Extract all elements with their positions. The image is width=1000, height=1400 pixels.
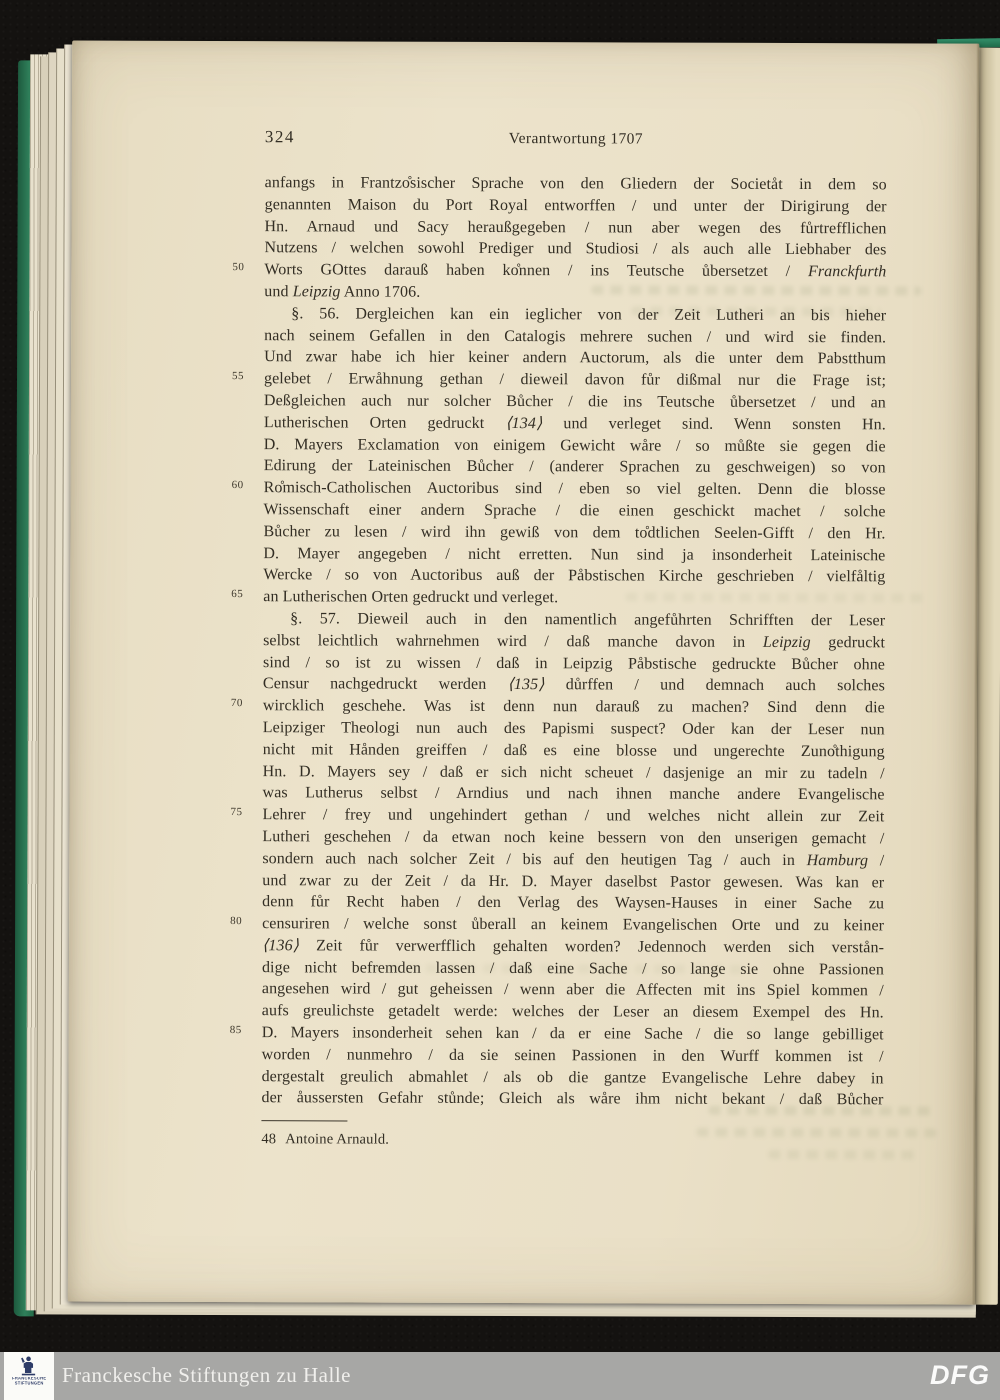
body-text: Hn. Arnaud und Sacy heraußgegeben / nun aber wegen des fůrtrefflichen xyxy=(264,217,887,237)
body-text: Und zwar habe ich hier keiner andern Auctorum, als die unter dem Pabstthum xyxy=(264,348,887,368)
body-line xyxy=(262,1044,884,1068)
body-text: Lutheri geschehen / da etwan noch keine bessern von den unserigen gemacht / xyxy=(262,828,885,848)
body-text: Lutherischen Orten gedruckt xyxy=(263,413,506,432)
body-text: wircklich geschehe. Was ist denn nun darauß zu machen? Sind denn die xyxy=(262,697,885,717)
body-line xyxy=(263,608,885,632)
body-text: Wissenschaft einer andern Sprache / die einen geschickt machet / solche xyxy=(263,501,886,521)
emphasized-text: Hamburg xyxy=(806,851,869,869)
body-line xyxy=(262,1000,884,1024)
footnote xyxy=(261,1131,389,1148)
body-text: důrffen / und demnach auch solches xyxy=(544,676,885,695)
body-text: genannten Maison du Port Royal entworffen / und unter der Dirigirung der xyxy=(264,195,887,216)
body-line xyxy=(264,281,886,305)
body-text: Censur nachgedruckt werden xyxy=(262,675,508,694)
logo-caption-line2: STIFTUNGEN xyxy=(14,1381,44,1386)
body-text: angesehen wird / gut geheissen / wenn aber die Affecten mit ins Spiel kommen / xyxy=(261,980,884,1000)
body-line xyxy=(262,979,884,1003)
body-line xyxy=(231,586,885,610)
logo-caption-line1: FRANCKESCHE xyxy=(11,1377,47,1382)
body-text: nicht mit Hånden greiffen / daß es eine blosse und ungerechte Zuno̊thigung xyxy=(262,740,885,761)
body-text: Nutzens / welchen sowohl Prediger und Studiosi / als auch alle Liebhaber des xyxy=(264,239,887,259)
footnote-number: 48 xyxy=(261,1131,277,1148)
emphasized-text: ⟨135⟩ xyxy=(507,676,545,694)
body-text: §. 57. Dieweil auch in den namentlich angefůhrten Schrifften der Leser xyxy=(290,610,886,630)
body-text: Ro̊misch-Catholischen Auctoribus sind / eben so viel gelten. Denn die blosse xyxy=(263,479,886,499)
body-text: Anno 1706. xyxy=(340,283,421,301)
body-line xyxy=(265,172,887,196)
institution-logo[interactable] xyxy=(4,1352,54,1400)
body-line xyxy=(232,368,887,392)
body-text: Bůcher zu lesen / wird ihn gewiß von dem to̊dtlichen Seelen-Gifft / den Hr. xyxy=(263,522,886,543)
body-text: dergestalt greulich abmahlet / als ob die gantze Evangelische Lehre dabey in xyxy=(261,1067,884,1088)
body-line xyxy=(262,957,884,981)
body-text: sondern auch nach solcher Zeit / bis auf den heutigen Tag / auch in xyxy=(262,849,807,869)
page-number: 324 xyxy=(264,127,295,147)
body-text: und zwar zu der Zeit / da Hr. D. Mayer daselbst Pastor gewesen. Was kan er xyxy=(262,871,885,891)
body-line xyxy=(264,390,886,414)
body-text: an Lutherischen Orten gedruckt und verleget. xyxy=(263,588,559,607)
emphasized-text: ⟨134⟩ xyxy=(505,414,543,432)
body-line xyxy=(264,456,886,480)
body-text: nach seinem Gefallen in den Catalogis mehrere suchen / und wird sie finden. xyxy=(264,326,887,346)
margin-line-number: 65 xyxy=(231,588,244,601)
body-line xyxy=(230,804,885,828)
body-line xyxy=(264,347,886,371)
body-text: anfangs in Frantzo̊sischer Sprache von den Gliedern der Societåt in dem so xyxy=(264,174,887,194)
body-line xyxy=(263,674,885,698)
emphasized-text: ⟨136⟩ xyxy=(262,937,300,955)
page-header xyxy=(265,127,887,151)
body-text: Deßgleichen auch nur solcher Bůcher / die ins Teutsche ůbersetzet / und an xyxy=(263,392,886,412)
footnote-rule xyxy=(261,1120,347,1121)
body-line xyxy=(262,891,884,915)
body-text: §. 56. Dergleichen kan ein ieglicher von der Zeit Lutheri an bis hieher xyxy=(291,305,887,325)
body-text: Hn. D. Mayers sey / daß er sich nicht scheuet / dasjenige an mir zu tadeln / xyxy=(262,762,885,782)
body-line xyxy=(264,303,886,327)
body-line xyxy=(263,565,885,589)
body-line xyxy=(263,521,885,545)
verso-showthrough xyxy=(696,1128,936,1138)
body-text: dige nicht befremden lassen / daß eine Sache / so lange sie ohne Passionen xyxy=(261,958,884,979)
body-line xyxy=(232,259,887,283)
body-text: Lehrer / frey und ungehindert gethan / und welches nicht allein zur Zeit xyxy=(262,806,885,826)
body-line xyxy=(264,325,886,349)
body-text: selbst leichtlich wahrnehmen wird / daß manche davon in xyxy=(263,631,763,651)
margin-line-number: 55 xyxy=(232,370,245,383)
margin-line-number: 50 xyxy=(232,261,245,274)
body-line xyxy=(261,1088,883,1112)
body-text: und xyxy=(264,283,293,301)
emphasized-text: Leipzig xyxy=(292,283,341,301)
margin-line-number: 80 xyxy=(230,915,243,928)
body-text: der åussersten Gefahr stůnde; Gleich als wåre ihm nicht bekant / daß Bůcher xyxy=(261,1089,884,1109)
body-line xyxy=(229,1022,884,1046)
dfg-logo[interactable]: DFG xyxy=(930,1359,990,1390)
emphasized-text: Leipzig xyxy=(762,633,811,651)
book-page xyxy=(68,41,979,1305)
body-text: D. Mayer angegeben / nicht erretten. Nun sind ja insonderheit Lateinische xyxy=(263,544,886,564)
body-line xyxy=(263,739,885,763)
body-line xyxy=(264,412,886,436)
body-line xyxy=(263,652,885,676)
body-text: sind / so ist zu wissen / daß in Leipzig Påbstische gedruckte Bůcher ohne xyxy=(262,653,886,673)
body-text: gedruckt xyxy=(810,633,886,652)
body-line xyxy=(264,238,886,262)
facing-page-sliver xyxy=(975,48,1000,1305)
body-line xyxy=(265,216,887,240)
margin-line-number: 85 xyxy=(229,1024,242,1037)
body-line xyxy=(262,870,884,894)
body-line xyxy=(264,499,886,523)
body-text: und verleget sind. Wenn sonsten Hn. xyxy=(542,414,886,434)
body-text: aufs greulichste getadelt werde: welches der Leser an diesem Exempel des Hn. xyxy=(261,1002,884,1022)
body-text: Leipziger Theologi nun auch des Papismi suspect? Oder kan der Leser nun xyxy=(262,719,885,739)
footer-bar xyxy=(0,1352,1000,1400)
body-text: Wercke / so von Auctoribus auß der Påbstischen Kirche geschrieben / vielfåltig xyxy=(263,566,886,586)
body-line xyxy=(265,194,887,218)
body-line xyxy=(262,848,884,872)
body-line xyxy=(231,477,886,501)
body-line xyxy=(263,782,885,806)
body-line xyxy=(230,695,885,719)
text-block xyxy=(229,172,887,1111)
body-text: gelebet / Erwåhnung gethan / dieweil davon fůr dißmal nur die Frage ist; xyxy=(263,370,887,390)
body-line xyxy=(263,717,885,741)
body-text: Zeit fůr verwerfflich gehalten worden? Jedennoch werden sich verstån- xyxy=(298,937,885,957)
body-line xyxy=(264,434,886,458)
body-line xyxy=(263,761,885,785)
body-line xyxy=(263,543,885,567)
body-line xyxy=(262,1066,884,1090)
margin-line-number: 60 xyxy=(231,479,244,492)
body-text: Edirung der Lateinischen Bůcher / (anderer Sprachen zu geschweigen) so von xyxy=(263,457,886,477)
footnote-text: Antoine Arnauld. xyxy=(285,1131,390,1148)
institution-name: Franckesche Stiftungen zu Halle xyxy=(62,1363,351,1387)
body-text: censuriren / welche sonst ůberall an keinem Evangelischen Orte und zu keiner xyxy=(262,915,885,935)
francke-figure-icon xyxy=(18,1355,40,1377)
body-text: worden / nunmehro / da sie seinen Passionen in den Wurff kommen ist / xyxy=(261,1046,884,1066)
verso-showthrough xyxy=(768,1150,918,1160)
body-line xyxy=(262,935,884,959)
body-text: D. Mayers Exclamation von einigem Gewicht wåre / so můßte sie gegen die xyxy=(263,435,886,455)
margin-line-number: 70 xyxy=(230,697,243,710)
body-text: Worts GOttes darauß haben ko̊nnen / ins Teutsche ůbersetzet / xyxy=(264,261,808,281)
body-text: denn fůr Recht haben / den Verlag des Waysen-Hauses in einer Sache zu xyxy=(262,893,885,913)
body-text: / xyxy=(868,851,885,870)
body-line xyxy=(230,913,885,937)
emphasized-text: Franckfurth xyxy=(807,263,887,281)
body-text: was Lutherus selbst / Arndius und nach ihnen manche andere Evangelische xyxy=(262,784,885,804)
running-title: Verantwortung 1707 xyxy=(508,130,643,148)
body-text: D. Mayers insonderheit sehen kan / da er eine Sache / die so lange gebilliget xyxy=(261,1024,884,1044)
body-line xyxy=(262,826,884,850)
margin-line-number: 75 xyxy=(230,806,243,819)
body-line xyxy=(263,630,885,654)
